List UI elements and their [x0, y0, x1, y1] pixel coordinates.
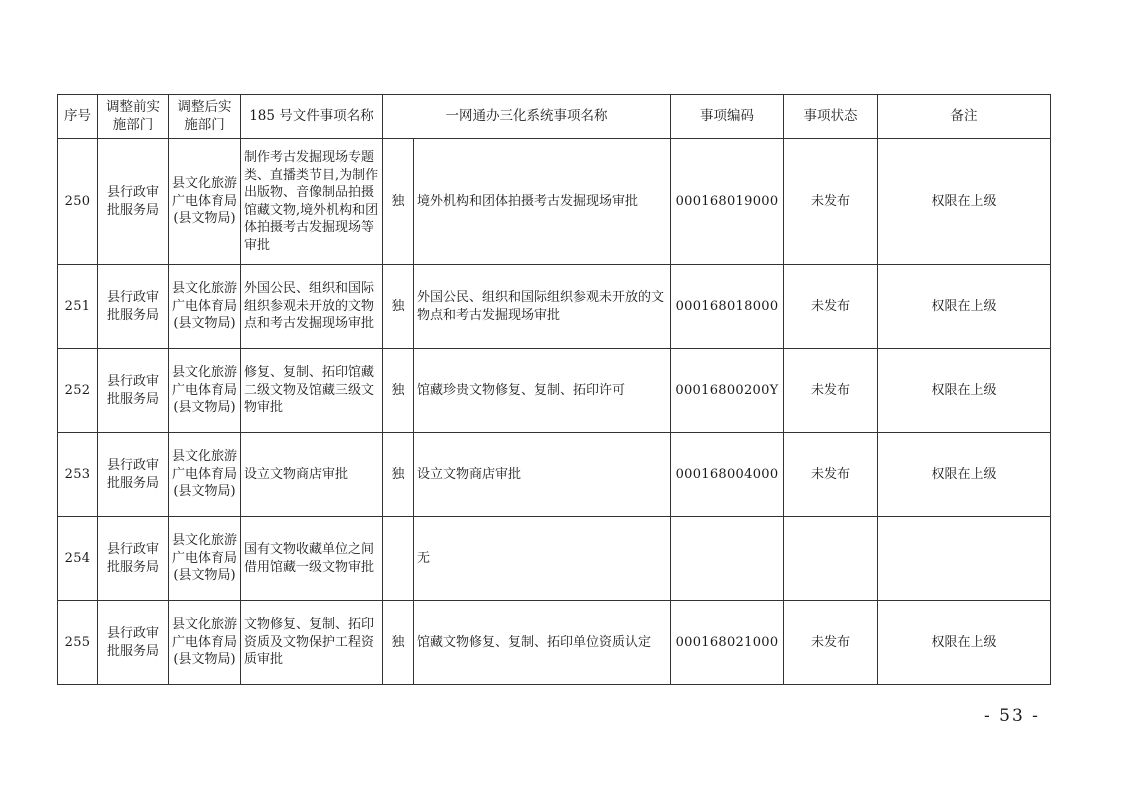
- cell-flag: 独: [383, 349, 414, 433]
- cell-after: 县文化旅游广电体育局(县文物局): [169, 139, 241, 265]
- cell-remark: 权限在上级: [878, 601, 1051, 685]
- cell-seq: 250: [58, 139, 98, 265]
- cell-before: 县行政审批服务局: [98, 433, 169, 517]
- cell-status: 未发布: [784, 139, 878, 265]
- cell-name185: 制作考古发掘现场专题类、直播类节目,为制作出版物、音像制品拍摄馆藏文物,境外机构和团体拍摄考古发掘现场等审批: [241, 139, 383, 265]
- cell-seq: 251: [58, 265, 98, 349]
- header-row: [58, 95, 1051, 139]
- cell-remark: 权限在上级: [878, 349, 1051, 433]
- table-row: [58, 517, 1051, 601]
- cell-name185: 文物修复、复制、拓印资质及文物保护工程资质审批: [241, 601, 383, 685]
- table-row: [58, 601, 1051, 685]
- cell-name185: 设立文物商店审批: [241, 433, 383, 517]
- header-status: 事项状态: [784, 95, 878, 139]
- cell-code: 00016800200Y: [671, 349, 784, 433]
- cell-name185: 修复、复制、拓印馆藏二级文物及馆藏三级文物审批: [241, 349, 383, 433]
- cell-seq: 252: [58, 349, 98, 433]
- cell-remark: 权限在上级: [878, 265, 1051, 349]
- cell-remark: 权限在上级: [878, 139, 1051, 265]
- cell-status: 未发布: [784, 349, 878, 433]
- cell-seq: 255: [58, 601, 98, 685]
- cell-flag: 独: [383, 139, 414, 265]
- cell-status: [784, 517, 878, 601]
- cell-remark: 权限在上级: [878, 433, 1051, 517]
- cell-code: 000168019000: [671, 139, 784, 265]
- header-seq: 序号: [58, 95, 98, 139]
- cell-flag: 独: [383, 601, 414, 685]
- cell-sysname: 馆藏文物修复、复制、拓印单位资质认定: [414, 601, 671, 685]
- cell-seq: 253: [58, 433, 98, 517]
- cell-code: 000168021000: [671, 601, 784, 685]
- cell-seq: 254: [58, 517, 98, 601]
- cell-code: [671, 517, 784, 601]
- cell-code: 000168018000: [671, 265, 784, 349]
- cell-before: 县行政审批服务局: [98, 265, 169, 349]
- cell-after: 县文化旅游广电体育局(县文物局): [169, 601, 241, 685]
- cell-before: 县行政审批服务局: [98, 601, 169, 685]
- cell-before: 县行政审批服务局: [98, 517, 169, 601]
- cell-sysname: 外国公民、组织和国际组织参观未开放的文物点和考古发掘现场审批: [414, 265, 671, 349]
- cell-after: 县文化旅游广电体育局(县文物局): [169, 265, 241, 349]
- cell-sysname: 馆藏珍贵文物修复、复制、拓印许可: [414, 349, 671, 433]
- cell-status: 未发布: [784, 265, 878, 349]
- table-row: [58, 433, 1051, 517]
- cell-after: 县文化旅游广电体育局(县文物局): [169, 349, 241, 433]
- items-table: [57, 94, 1051, 685]
- cell-name185: 国有文物收藏单位之间借用馆藏一级文物审批: [241, 517, 383, 601]
- header-after: 调整后实施部门: [169, 95, 241, 139]
- header-name185: 185 号文件事项名称: [241, 95, 383, 139]
- cell-sysname: 设立文物商店审批: [414, 433, 671, 517]
- cell-status: 未发布: [784, 601, 878, 685]
- cell-flag: 独: [383, 433, 414, 517]
- cell-flag: 独: [383, 265, 414, 349]
- cell-code: 000168004000: [671, 433, 784, 517]
- header-remark: 备注: [878, 95, 1051, 139]
- header-before: 调整前实施部门: [98, 95, 169, 139]
- cell-after: 县文化旅游广电体育局(县文物局): [169, 517, 241, 601]
- cell-sysname: 境外机构和团体拍摄考古发掘现场审批: [414, 139, 671, 265]
- cell-status: 未发布: [784, 433, 878, 517]
- cell-name185: 外国公民、组织和国际组织参观未开放的文物点和考古发掘现场审批: [241, 265, 383, 349]
- table-row: [58, 139, 1051, 265]
- header-sysname: 一网通办三化系统事项名称: [383, 95, 671, 139]
- cell-sysname: 无: [414, 517, 671, 601]
- cell-remark: [878, 517, 1051, 601]
- cell-before: 县行政审批服务局: [98, 349, 169, 433]
- cell-before: 县行政审批服务局: [98, 139, 169, 265]
- cell-flag: [383, 517, 414, 601]
- table-row: [58, 265, 1051, 349]
- cell-after: 县文化旅游广电体育局(县文物局): [169, 433, 241, 517]
- table-row: [58, 349, 1051, 433]
- page-number: - 53 -: [984, 706, 1040, 726]
- header-code: 事项编码: [671, 95, 784, 139]
